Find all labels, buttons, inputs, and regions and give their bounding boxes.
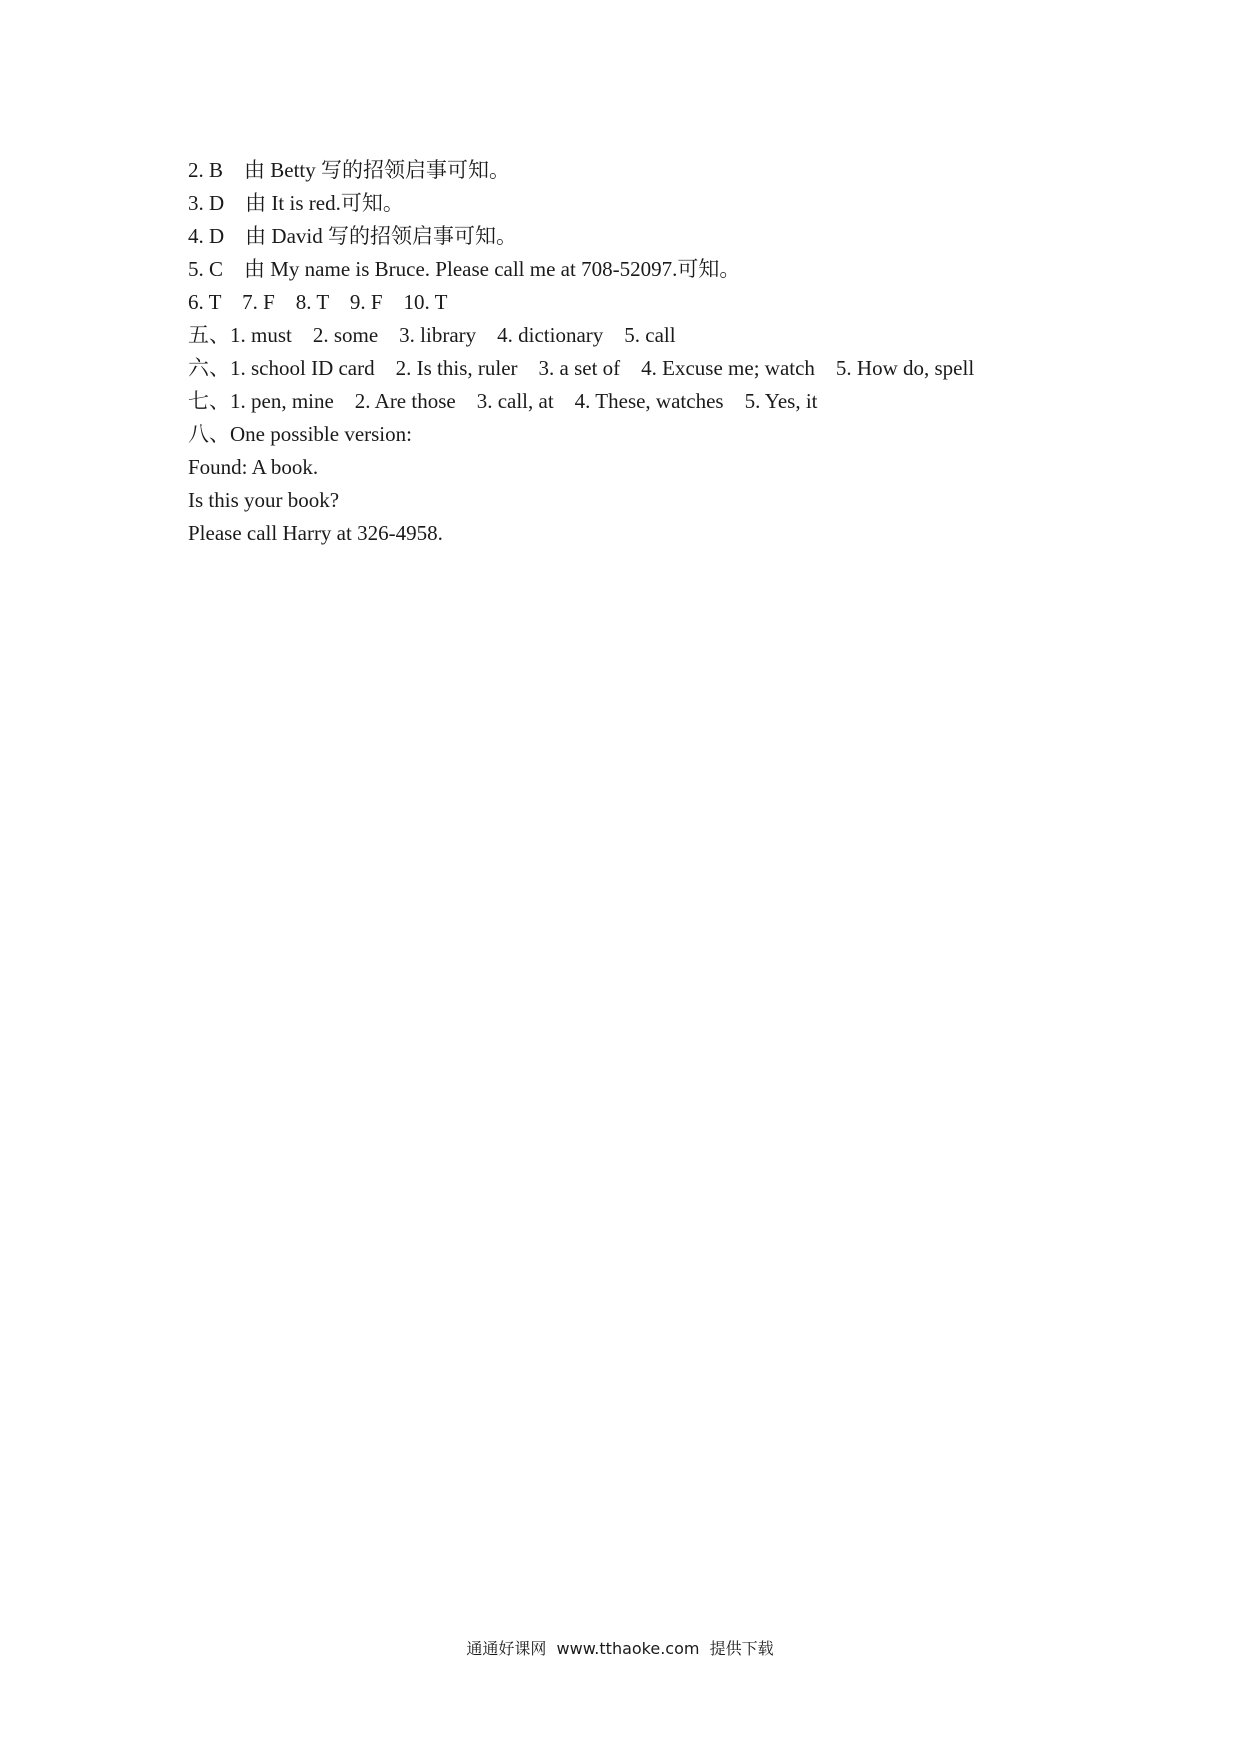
- answer-line: 七、1. pen, mine 2. Are those 3. call, at 4. These, watches 5. Yes, it: [188, 389, 818, 413]
- answer-line: 八、One possible version:: [188, 422, 412, 446]
- answer-line: Is this your book?: [188, 488, 340, 512]
- answer-line: 3. D 由 It is red.可知。: [188, 191, 404, 215]
- answer-line: 4. D 由 David 写的招领启事可知。: [188, 224, 517, 248]
- answer-line: 2. B 由 Betty 写的招领启事可知。: [188, 158, 511, 182]
- answer-key-content: [188, 154, 1088, 550]
- answer-line: 五、1. must 2. some 3. library 4. dictionary 5. call: [188, 323, 676, 347]
- answer-line: Please call Harry at 326-4958.: [188, 521, 443, 545]
- answer-line: 6. T 7. F 8. T 9. F 10. T: [188, 290, 448, 314]
- answer-line: 5. C 由 My name is Bruce. Please call me at 708-52097.可知。: [188, 257, 741, 281]
- answer-line: 六、1. school ID card 2. Is this, ruler 3. a set of 4. Excuse me; watch 5. How do, spell: [188, 356, 975, 380]
- page-footer: 通通好课网 www.tthaoke.com 提供下载: [466, 1639, 774, 1658]
- answer-line: Found: A book.: [188, 455, 319, 479]
